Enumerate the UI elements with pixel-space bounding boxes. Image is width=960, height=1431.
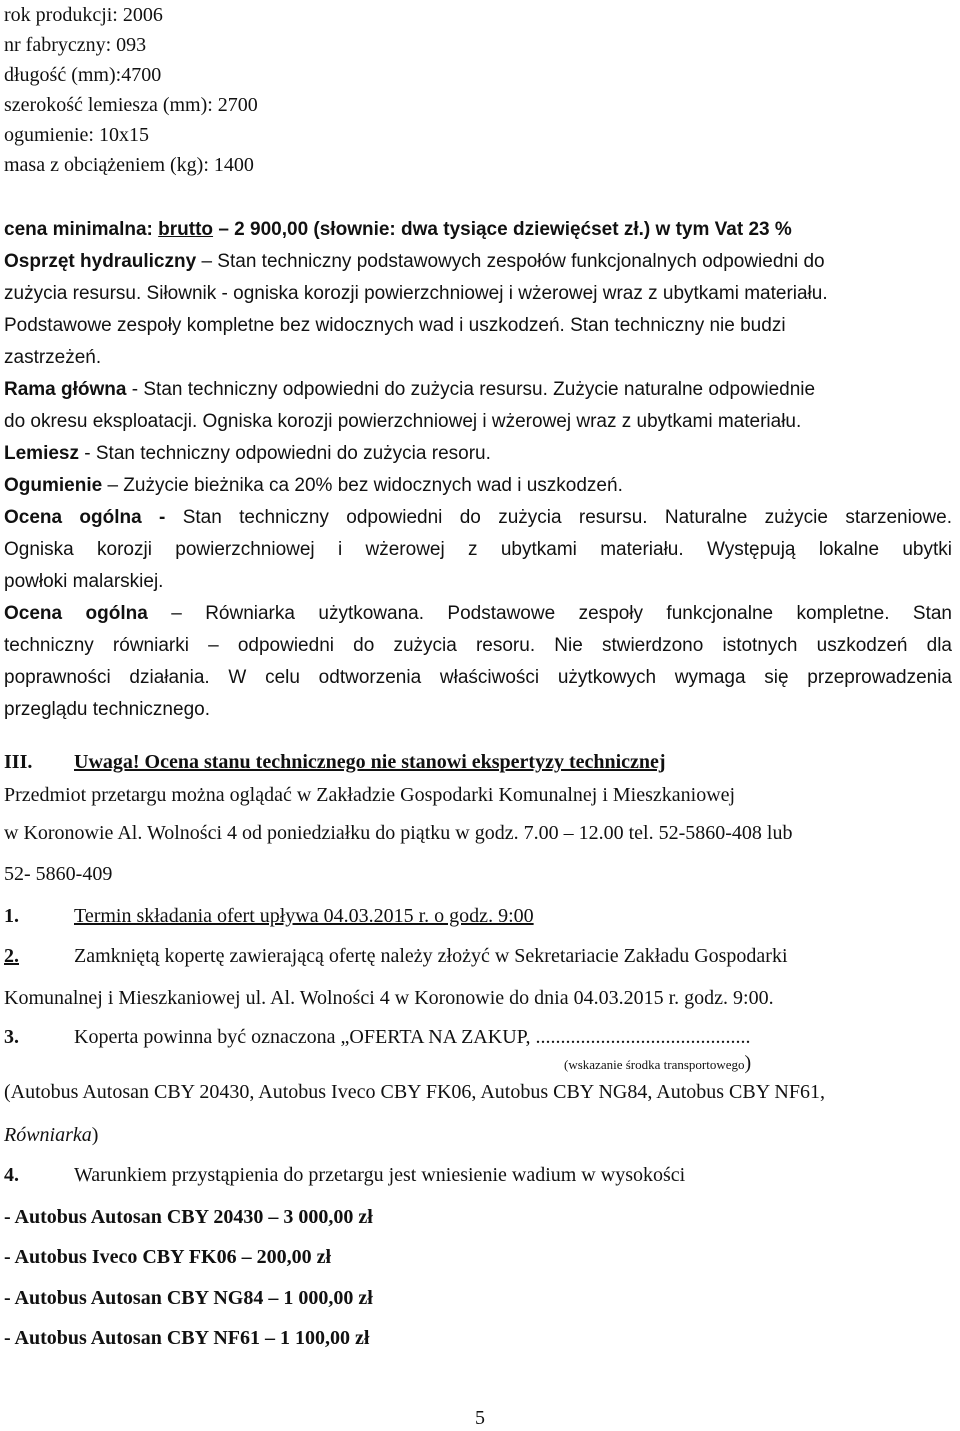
inspect-line-3: 52- 5860-409	[4, 863, 113, 885]
summary-line-2: techniczny równiarki – odpowiedni do zużycia resoru. Nie stwierdzono istotnych uszkodzeń dla	[4, 635, 952, 656]
list-item: 2. Zamkniętą kopertę zawierającą ofertę należy złożyć w Sekretariacie Zakładu Gospodarki	[4, 945, 788, 967]
brutto-label: brutto	[158, 219, 214, 240]
summary-line-1: Ocena ogólna – Równiarka użytkowana. Podstawowe zespoły funkcjonalne kompletne. Stan	[4, 603, 952, 624]
specs-block	[4, 0, 952, 180]
ocena-line-1: Ocena ogólna - Stan techniczny odpowiedni do zużycia resursu. Naturalne zużycie starzeniowe.	[4, 507, 952, 528]
list-item: 4. Warunkiem przystąpienia do przetargu jest wniesienie wadium w wysokości	[4, 1164, 686, 1186]
osprzet-line-2: zużycia resursu. Siłownik - ogniska korozji powierzchniowej i wżerowej wraz z ubytkami materiału.	[4, 283, 828, 304]
spec-line: ogumienie: 10x15	[4, 124, 149, 146]
vehicles-line-1: (Autobus Autosan CBY 20430, Autobus Iveco CBY FK06, Autobus CBY NG84, Autobus CBY NF61,	[4, 1081, 825, 1103]
ogumienie-line: Ogumienie – Zużycie bieżnika ca 20% bez widocznych wad i uszkodzeń.	[4, 475, 623, 496]
page-number: 5	[475, 1407, 485, 1429]
price-line: cena minimalna: brutto – 2 900,00 (słownie: dwa tysiące dziewięćset zł.) w tym Vat 23 %	[4, 219, 792, 240]
spec-line: masa z obciążeniem (kg): 1400	[4, 154, 254, 176]
list-item: 1. Termin składania ofert upływa 04.03.2015 r. o godz. 9:00	[4, 901, 952, 931]
osprzet-line-3: Podstawowe zespoły kompletne bez widocznych wad i uszkodzeń. Stan techniczny nie budzi	[4, 315, 786, 336]
summary-line-4: przeglądu technicznego.	[4, 699, 210, 720]
inspect-line-1: Przedmiot przetargu można oglądać w Zakładzie Gospodarki Komunalnej i Mieszkaniowej	[4, 784, 736, 806]
ocena-line-2: Ogniska korozji powierzchniowej i wżerowej z ubytkami materiału. Występują lokalne ubytki	[4, 539, 952, 560]
rama-line-2: do okresu eksploatacji. Ogniska korozji powierzchniowej i wżerowej wraz z ubytkami materiału.	[4, 411, 802, 432]
vehicles-line-2: Równiarka)	[4, 1124, 99, 1146]
deposit-line: - Autobus Iveco CBY FK06 – 200,00 zł	[4, 1246, 332, 1268]
assessment-block	[4, 214, 952, 726]
inspect-line-2: w Koronowie Al. Wolności 4 od poniedziałku do piątku w godz. 7.00 – 12.00 tel. 52-5860-408 lub	[4, 822, 793, 844]
lemiesz-line: Lemiesz - Stan techniczny odpowiedni do zużycia resoru.	[4, 443, 491, 464]
spec-line: długość (mm):4700	[4, 64, 162, 86]
rama-line-1: Rama główna - Stan techniczny odpowiedni do zużycia resursu. Zużycie naturalne odpowiednie	[4, 379, 816, 400]
list-item-continuation: Komunalnej i Mieszkaniowej ul. Al. Wolności 4 w Koronowie do dnia 04.03.2015 r. godz. 9:00.	[4, 987, 774, 1009]
deposit-line: - Autobus Autosan CBY 20430 – 3 000,00 zł	[4, 1206, 373, 1228]
section-number: III.	[4, 751, 33, 773]
warning-text: Uwaga! Ocena stanu technicznego nie stanowi ekspertyzy technicznej	[74, 751, 666, 773]
summary-line-3: poprawności działania. W celu odtworzenia właściwości użytkowych wymaga się przeprowadzenia	[4, 667, 952, 688]
osprzet-line-4: zastrzeżeń.	[4, 347, 102, 368]
spec-line: szerokość lemiesza (mm): 2700	[4, 94, 258, 116]
list-item: 3. Koperta powinna być oznaczona „OFERTA NA ZAKUP, ...........................................	[4, 1026, 751, 1048]
spec-line: nr fabryczny: 093	[4, 34, 147, 56]
envelope-note: (wskazanie środka transportowego)	[564, 1052, 752, 1074]
osprzet-line-1: Osprzęt hydrauliczny – Stan techniczny podstawowych zespołów funkcjonalnych odpowiedni do	[4, 251, 825, 272]
ocena-line-3: powłoki malarskiej.	[4, 571, 164, 592]
deposit-line: - Autobus Autosan CBY NF61 – 1 100,00 zł	[4, 1327, 370, 1349]
deadline-text: Termin składania ofert upływa 04.03.2015 r. o godz. 9:00	[74, 905, 534, 927]
spec-line: rok produkcji: 2006	[4, 4, 163, 26]
deposit-line: - Autobus Autosan CBY NG84 – 1 000,00 zł	[4, 1287, 373, 1309]
section-3-heading	[4, 747, 952, 777]
